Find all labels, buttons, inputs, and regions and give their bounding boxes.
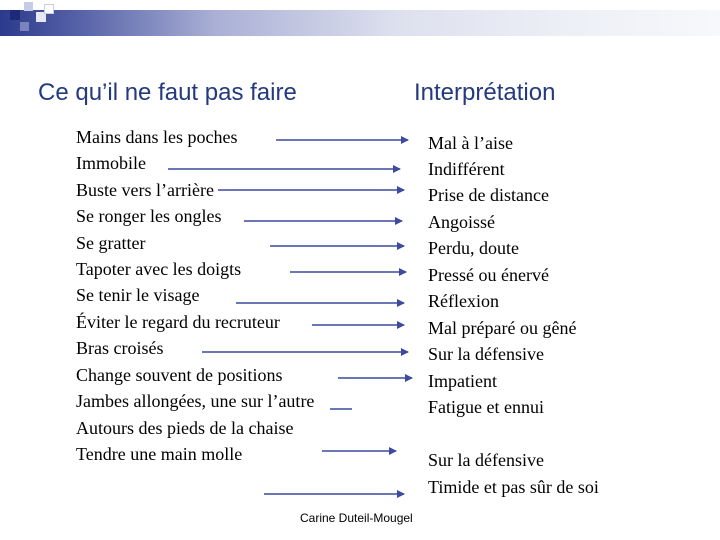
behaviors-heading: Ce qu’il ne faut pas faire xyxy=(38,79,297,106)
interpretation-item: Pressé ou énervé xyxy=(428,265,549,285)
behavior-item: Buste vers l’arrière xyxy=(76,180,214,200)
behavior-item: Éviter le regard du recruteur xyxy=(76,312,280,332)
behavior-item: Autours des pieds de la chaise xyxy=(76,418,294,438)
interpretation-item: Indifférent xyxy=(428,159,505,179)
behavior-item: Se gratter xyxy=(76,233,146,253)
interpretation-item: Prise de distance xyxy=(428,185,549,205)
behavior-item: Tapoter avec les doigts xyxy=(76,259,242,279)
behavior-item: Immobile xyxy=(76,153,146,173)
interpretation-item: Perdu, doute xyxy=(428,238,519,258)
behavior-item: Change souvent de positions xyxy=(76,365,283,385)
interpretation-item: Fatigue et ennui xyxy=(428,397,544,417)
behavior-item: Jambes allongées, une sur l’autre xyxy=(76,391,315,411)
behavior-item: Bras croisés xyxy=(76,338,164,358)
behavior-item: Tendre une main molle xyxy=(76,444,243,464)
interpretation-item: Mal à l’aise xyxy=(428,133,513,153)
behavior-item: Se ronger les ongles xyxy=(76,206,222,226)
interpretation-item: Sur la défensive xyxy=(428,450,544,470)
interpretation-item: Angoissé xyxy=(428,212,495,232)
behavior-item: Se tenir le visage xyxy=(76,285,200,305)
interpretation-item: Mal préparé ou gêné xyxy=(428,318,577,338)
behavior-item: Mains dans les poches xyxy=(76,127,238,147)
interpretation-heading: Interprétation xyxy=(414,79,556,106)
author-credit: Carine Duteil-Mougel xyxy=(300,511,413,525)
interpretation-item: Réflexion xyxy=(428,291,499,311)
interpretation-item: Timide et pas sûr de soi xyxy=(428,477,599,497)
interpretation-item: Impatient xyxy=(428,371,497,391)
interpretation-item: Sur la défensive xyxy=(428,344,544,364)
